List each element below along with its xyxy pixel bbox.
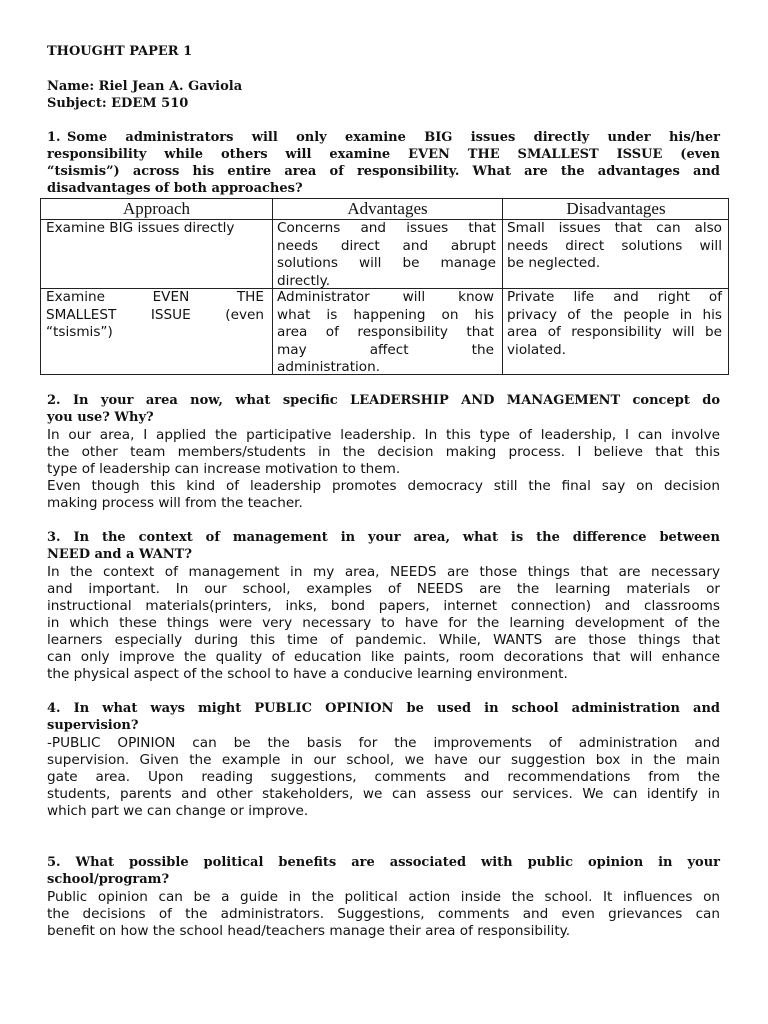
table-cell-advantages: Concerns and issues that needs direct and abrupt solutions will be manage directly. [277, 220, 496, 289]
answer-3-line: can only improve the quality of education like paints, room decorations that will enhance [47, 649, 720, 665]
question-1-line: “tsismis”) across his entire area of responsibility. What are the advantages and [47, 164, 720, 179]
answer-4-line: which part we can change or improve. [47, 803, 309, 819]
answer-4-line: students, parents and other stakeholders, we can assess our services. We can identify in [47, 786, 720, 802]
answer-4-line: supervision. Given the example in our school, we have our suggestion box in the main [47, 752, 720, 768]
table-cell-approach: Examine BIG issues directly [46, 220, 235, 236]
table-header-disadvantages: Disadvantages [566, 199, 666, 218]
answer-5-line: benefit on how the school head/teachers manage their area of responsibility. [47, 923, 571, 939]
question-5-line: school/program? [47, 872, 170, 887]
answer-2-line: making process will from the teacher. [47, 495, 303, 511]
answer-2-line: the other team members/students in the decision making process. I believe that this [47, 444, 720, 460]
table-header-advantages: Advantages [347, 199, 428, 218]
question-4-line: 4. In what ways might PUBLIC OPINION be used in school administration and [47, 701, 720, 716]
answer-3-line: in which these things were very necessary to have for the learning development of the [47, 615, 720, 631]
approach-comparison-table [40, 198, 729, 375]
answer-2-line: type of leadership can increase motivation to them. [47, 461, 401, 477]
question-2-line: you use? Why? [47, 410, 154, 425]
question-3-line: 3. In the context of management in your area, what is the difference between [47, 530, 720, 545]
question-1-line: Some administrators will only examine BIG issues directly under his/her [67, 130, 720, 145]
subject-line: Subject: EDEM 510 [47, 96, 189, 111]
answer-2-line: In our area, I applied the participative leadership. In this type of leadership, I can involve [47, 427, 720, 443]
answer-4-line: -PUBLIC OPINION can be the basis for the improvements of administration and [47, 735, 720, 751]
answer-2-line: Even though this kind of leadership promotes democracy still the final say on decision [47, 478, 720, 494]
question-2-line: 2. In your area now, what specific LEADERSHIP AND MANAGEMENT concept do [47, 393, 720, 408]
question-1-line: responsibility while others will examine EVEN THE SMALLEST ISSUE (even [47, 147, 720, 162]
question-4-line: supervision? [47, 718, 139, 733]
answer-3-line: In the context of management in my area, NEEDS are those things that are necessary [47, 564, 720, 580]
answer-3-line: learners especially during this time of pandemic. While, WANTS are those things that [47, 632, 720, 648]
answer-3-line: instructional materials(printers, inks, bond papers, internet connection) and classrooms [47, 598, 720, 614]
table-header-approach: Approach [122, 199, 191, 218]
answer-4-line: gate area. Upon reading suggestions, comments and recommendations from the [47, 769, 720, 785]
question-3-line: NEED and a WANT? [47, 547, 192, 562]
question-1-line: disadvantages of both approaches? [47, 181, 303, 196]
answer-5-line: the decisions of the administrators. Suggestions, comments and even grievances can [47, 906, 720, 922]
document-title: THOUGHT PAPER 1 [47, 44, 193, 59]
table-cell-disadvantages: Small issues that can also needs direct solutions will be neglected. [507, 220, 722, 271]
answer-3-line: and important. In our school, examples of NEEDS are the learning materials or [47, 581, 720, 597]
question-number: 1. [47, 130, 61, 145]
table-cell-advantages: Administrator will know what is happening on his area of responsibility that may affect the administration. [277, 289, 494, 375]
author-name: Name: Riel Jean A. Gaviola [47, 79, 243, 94]
answer-5-line: Public opinion can be a guide in the political action inside the school. It influences on [47, 889, 720, 905]
answer-3-line: the physical aspect of the school to have a conducive learning environment. [47, 666, 568, 682]
table-cell-disadvantages: Private life and right of privacy of the people in his area of responsibility will be violated. [507, 289, 722, 358]
question-5-line: 5. What possible political benefits are associated with public opinion in your [47, 855, 720, 870]
table-cell-approach: Examine EVEN THE SMALLEST ISSUE (even “tsismis”) [46, 289, 264, 340]
